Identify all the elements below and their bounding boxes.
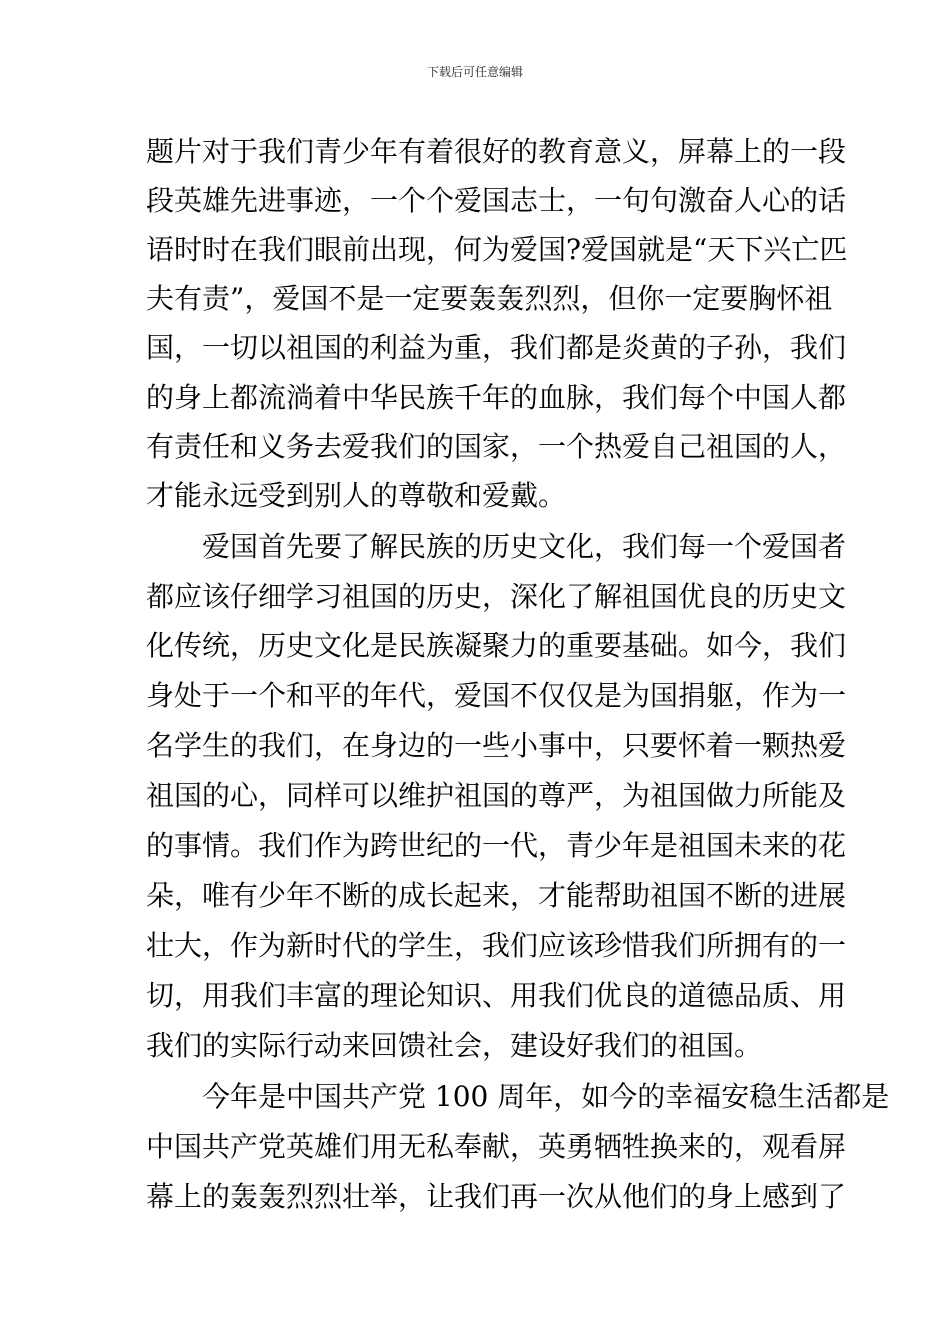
paragraph-line: 切，用我们丰富的理论知识、用我们优良的道德品质、用 bbox=[146, 979, 847, 1012]
page-header: 下载后可任意编辑 bbox=[426, 65, 523, 79]
paragraph-line: 身处于一个和平的年代，爱国不仅仅是为国捐躯，作为一 bbox=[146, 679, 847, 712]
paragraph-line: 壮大，作为新时代的学生，我们应该珍惜我们所拥有的一 bbox=[146, 929, 847, 962]
paragraph-line: 的事情。我们作为跨世纪的一代，青少年是祖国未来的花 bbox=[146, 829, 847, 862]
paragraph-line: 我们的实际行动来回馈社会，建设好我们的祖国。 bbox=[146, 1029, 763, 1062]
paragraph-line: 语时时在我们眼前出现，何为爱国?爱国就是“天下兴亡匹 bbox=[146, 233, 848, 266]
paragraph-line: 朵，唯有少年不断的成长起来，才能帮助祖国不断的进展 bbox=[146, 879, 847, 912]
paragraph-line: 化传统，历史文化是民族凝聚力的重要基础。如今，我们 bbox=[146, 629, 847, 662]
paragraph-line: 段英雄先进事迹，一个个爱国志士，一句句激奋人心的话 bbox=[146, 184, 847, 217]
paragraph-line: 都应该仔细学习祖国的历史，深化了解祖国优良的历史文 bbox=[146, 580, 847, 613]
paragraph-line: 祖国的心，同样可以维护祖国的尊严，为祖国做力所能及 bbox=[146, 779, 847, 812]
paragraph-line: 中国共产党英雄们用无私奉献，英勇牺牲换来的，观看屏 bbox=[146, 1130, 847, 1163]
paragraph-line: 爱国首先要了解民族的历史文化，我们每一个爱国者 bbox=[202, 530, 847, 563]
paragraph-line: 国，一切以祖国的利益为重，我们都是炎黄的子孙，我们 bbox=[146, 331, 847, 364]
paragraph-line: 的身上都流淌着中华民族千年的血脉，我们每个中国人都 bbox=[146, 381, 847, 414]
paragraph-line: 幕上的轰轰烈烈壮举，让我们再一次从他们的身上感到了 bbox=[146, 1180, 847, 1213]
paragraph-line: 夫有责”，爱国不是一定要轰轰烈烈，但你一定要胸怀祖 bbox=[146, 282, 833, 315]
paragraph-line: 才能永远受到别人的尊敬和爱戴。 bbox=[146, 479, 567, 512]
paragraph-line: 名学生的我们，在身边的一些小事中，只要怀着一颗热爱 bbox=[146, 729, 847, 762]
paragraph-line: 有责任和义务去爱我们的国家，一个热爱自己祖国的人， bbox=[146, 430, 847, 463]
paragraph-line: 题片对于我们青少年有着很好的教育意义，屏幕上的一段 bbox=[146, 135, 847, 168]
paragraph-line: 今年是中国共产党 100 周年，如今的幸福安稳生活都是 bbox=[202, 1080, 890, 1113]
